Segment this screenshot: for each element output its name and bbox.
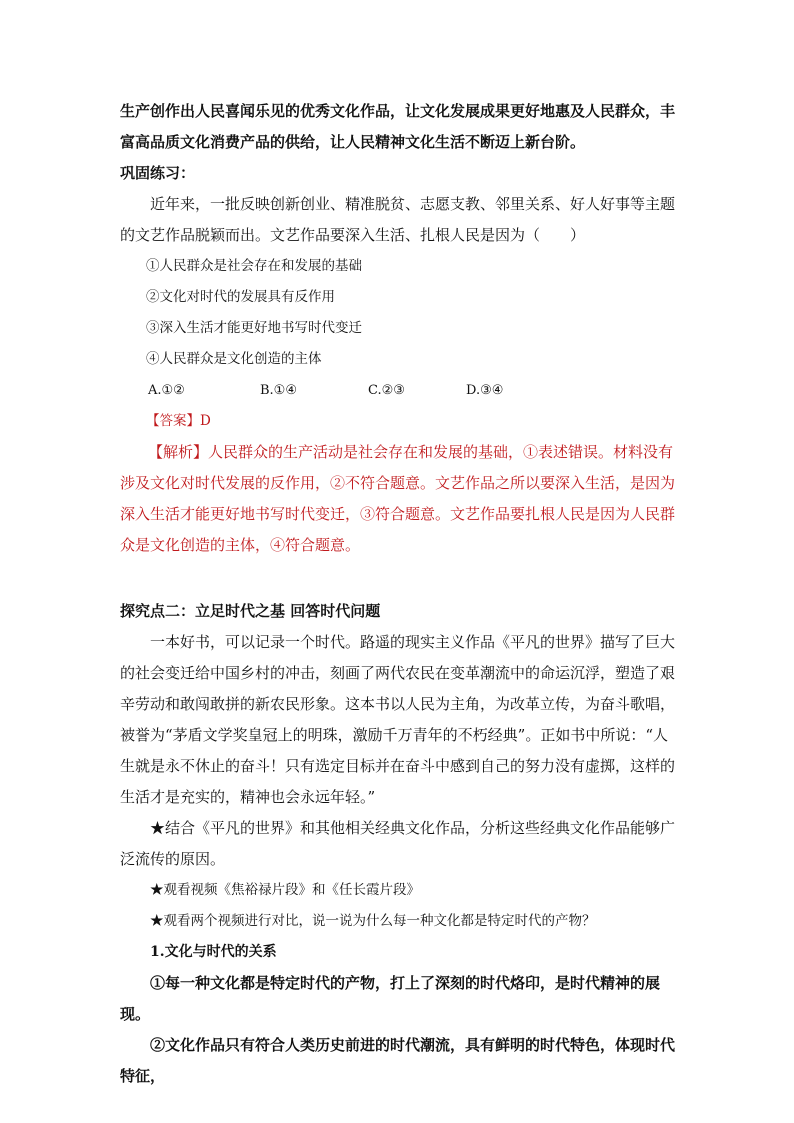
section2-paragraph: 一本好书，可以记录一个时代。路遥的现实主义作品《平凡的世界》描写了巨大的社会变迁给中国乡村的冲击，刻画了两代农民在变革潮流中的命运沉浮，塑造了艰辛劳动和敢闯敢拼的新农民形象。这本书以人民为主角，为改革立传，为奋斗歌唱，被誉为“茅盾文学奖皇冠上的明珠，激励千万青年的不朽经典”。正如书中所说：“人生就是永不休止的奋斗！只有选定目标并在奋斗中感到自己的努力没有虚掷，这样的生活才是充实的，精神也会永远年轻。” [120, 633, 676, 806]
exercise-item-4: ④人民群众是文化创造的主体 [146, 351, 322, 367]
exercise-question: 近年来，一批反映创新创业、精准脱贫、志愿支教、邻里关系、好人好事等主题的文艺作品脱颖而出。文艺作品要深入生活、扎根人民是因为（ ） [120, 195, 676, 244]
document-body [120, 96, 680, 1092]
star-item-2: ★观看视频《焦裕禄片段》和《任长霞片段》 [150, 882, 420, 898]
star-item-1: ★结合《平凡的世界》和其他相关经典文化作品，分析这些经典文化作品能够广泛流传的原因。 [120, 819, 676, 868]
exercise-item-3: ③深入生活才能更好地书写时代变迁 [146, 320, 362, 336]
exercise-heading: 巩固练习： [120, 164, 196, 182]
answer-label: 【答案】 [146, 413, 200, 429]
answer-options [120, 375, 680, 406]
analysis-paragraph [120, 437, 680, 561]
option-c: C.②③ [368, 383, 405, 398]
analysis-text: 人民群众的生产活动是社会存在和发展的基础，①表述错误。材料没有涉及文化对时代发展的反作用，②不符合题意。文艺作品之所以要深入生活，是因为深入生活才能更好地书写时代变迁，③符合题意。文艺作品要扎根人民是因为人民群众是文化创造的主体，④符合题意。 [120, 443, 676, 554]
option-d: D.③④ [466, 383, 504, 398]
analysis-label: 【解析】 [148, 443, 209, 461]
exercise-item-1: ①人民群众是社会存在和发展的基础 [146, 258, 362, 274]
exercise-item-2: ②文化对时代的发展具有反作用 [146, 289, 335, 305]
sub-heading: 1.文化与时代的关系 [150, 944, 277, 960]
section2-title: 探究点二：立足时代之基 回答时代问题 [120, 602, 381, 620]
option-a: A.①② [148, 383, 185, 398]
option-b: B.①④ [260, 383, 297, 398]
star-item-3: ★观看两个视频进行对比，说一说为什么每一种文化都是特定时代的产物？ [150, 913, 596, 929]
answer-value: D [200, 413, 211, 429]
point-1: ①每一种文化都是特定时代的产物，打上了深刻的时代烙印，是时代精神的展现。 [120, 974, 661, 1023]
intro-paragraph: 生产创作出人民喜闻乐见的优秀文化作品，让文化发展成果更好地惠及人民群众，丰富高品质文化消费产品的供给，让人民精神文化生活不断迈上新台阶。 [120, 102, 676, 151]
point-2: ②文化作品只有符合人类历史前进的时代潮流，具有鲜明的时代特色，体现时代特征， [120, 1036, 676, 1085]
answer-line [120, 406, 680, 437]
section-spacer [120, 561, 680, 596]
